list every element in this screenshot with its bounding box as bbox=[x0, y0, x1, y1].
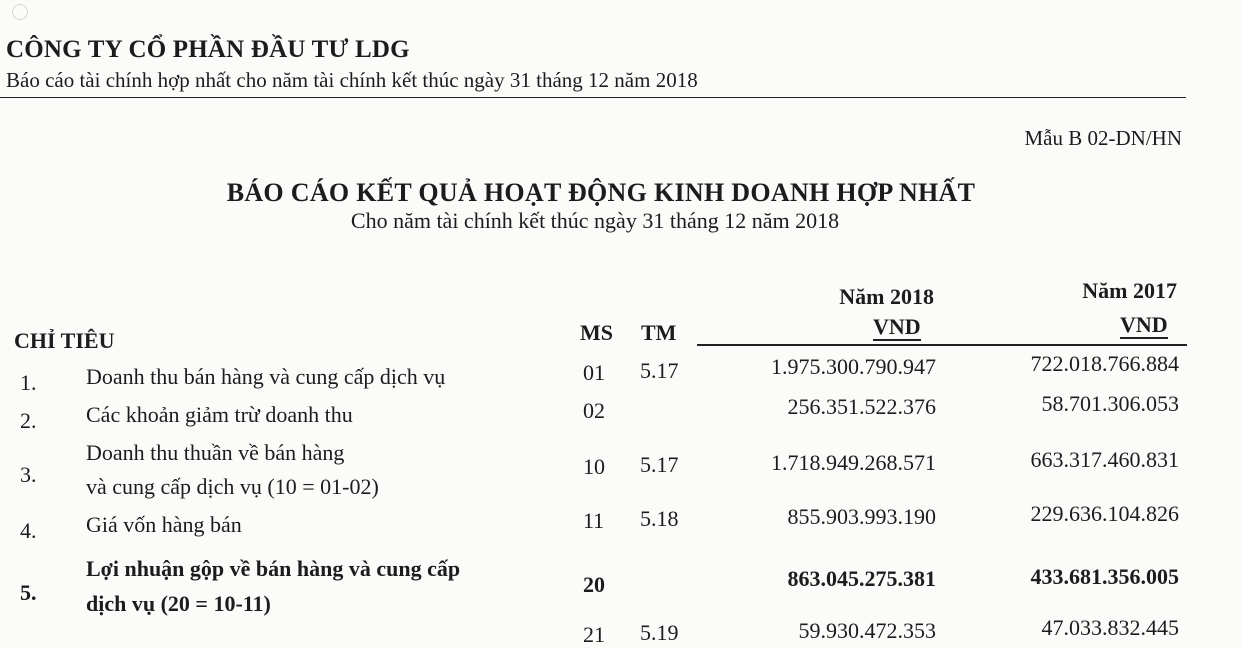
row-label-line2: và cung cấp dịch vụ (10 = 01-02) bbox=[86, 474, 379, 499]
company-name: CÔNG TY CỔ PHẦN ĐẦU TƯ LDG bbox=[6, 36, 410, 63]
row-number: 2. bbox=[20, 408, 37, 433]
row-label: Doanh thu bán hàng và cung cấp dịch vụ bbox=[86, 364, 446, 389]
column-header-tm: TM bbox=[641, 320, 677, 345]
column-header-ms: MS bbox=[580, 320, 613, 345]
row-ms: 20 bbox=[583, 572, 605, 597]
column-header-2018-unit: VND bbox=[873, 314, 921, 339]
row-value-2018: 59.930.472.353 bbox=[798, 618, 936, 643]
row-label: Các khoản giảm trừ doanh thu bbox=[86, 402, 353, 427]
report-title: BÁO CÁO KẾT QUẢ HOẠT ĐỘNG KINH DOANH HỢP NHẤT bbox=[226, 178, 976, 207]
row-ms: 11 bbox=[583, 508, 605, 533]
scan-artifact bbox=[12, 4, 28, 20]
row-number: 1. bbox=[20, 370, 37, 395]
row-ms: 01 bbox=[583, 360, 605, 385]
row-value-2017: 722.018.766.884 bbox=[1030, 351, 1179, 376]
row-ms: 02 bbox=[583, 398, 605, 423]
row-value-2017: 58.701.306.053 bbox=[1041, 391, 1179, 416]
row-value-2017: 47.033.832.445 bbox=[1041, 615, 1179, 640]
row-value-2017: 663.317.460.831 bbox=[1030, 447, 1179, 472]
row-tm: 5.17 bbox=[640, 358, 679, 383]
header-divider bbox=[0, 97, 1186, 98]
row-value-2018: 1.975.300.790.947 bbox=[771, 354, 936, 379]
column-header-2018: Năm 2018 bbox=[839, 284, 934, 309]
row-number: 3. bbox=[20, 462, 37, 487]
row-value-2017: 229.636.104.826 bbox=[1030, 501, 1179, 526]
row-ms: 21 bbox=[583, 622, 605, 647]
row-value-2017: 433.681.356.005 bbox=[1030, 564, 1179, 589]
row-value-2018: 855.903.993.190 bbox=[787, 504, 936, 529]
row-label-line1: Doanh thu thuần về bán hàng bbox=[86, 440, 345, 465]
column-header-item: CHỈ TIÊU bbox=[14, 328, 115, 353]
row-tm: 5.17 bbox=[640, 452, 679, 477]
row-label: Giá vốn hàng bán bbox=[86, 512, 242, 537]
row-ms: 10 bbox=[583, 454, 605, 479]
form-code: Mẫu B 02-DN/HN bbox=[1024, 126, 1182, 150]
report-subtitle: Báo cáo tài chính hợp nhất cho năm tài chính kết thúc ngày 31 tháng 12 năm 2018 bbox=[6, 68, 698, 92]
row-label-line1: Lợi nhuận gộp về bán hàng và cung cấp bbox=[86, 556, 461, 581]
row-label-line2: dịch vụ (20 = 10-11) bbox=[86, 591, 271, 616]
table-header-rule bbox=[697, 344, 1187, 346]
row-tm: 5.18 bbox=[640, 506, 679, 531]
row-value-2018: 863.045.275.381 bbox=[787, 566, 936, 591]
row-value-2018: 256.351.522.376 bbox=[787, 394, 936, 419]
report-period: Cho năm tài chính kết thúc ngày 31 tháng 12 năm 2018 bbox=[350, 208, 840, 233]
column-header-2017: Năm 2017 bbox=[1082, 278, 1177, 303]
row-number: 5. bbox=[20, 580, 37, 605]
row-tm: 5.19 bbox=[640, 620, 679, 645]
row-number: 4. bbox=[20, 518, 37, 543]
row-value-2018: 1.718.949.268.571 bbox=[771, 450, 936, 475]
column-header-2017-unit: VND bbox=[1120, 312, 1168, 337]
